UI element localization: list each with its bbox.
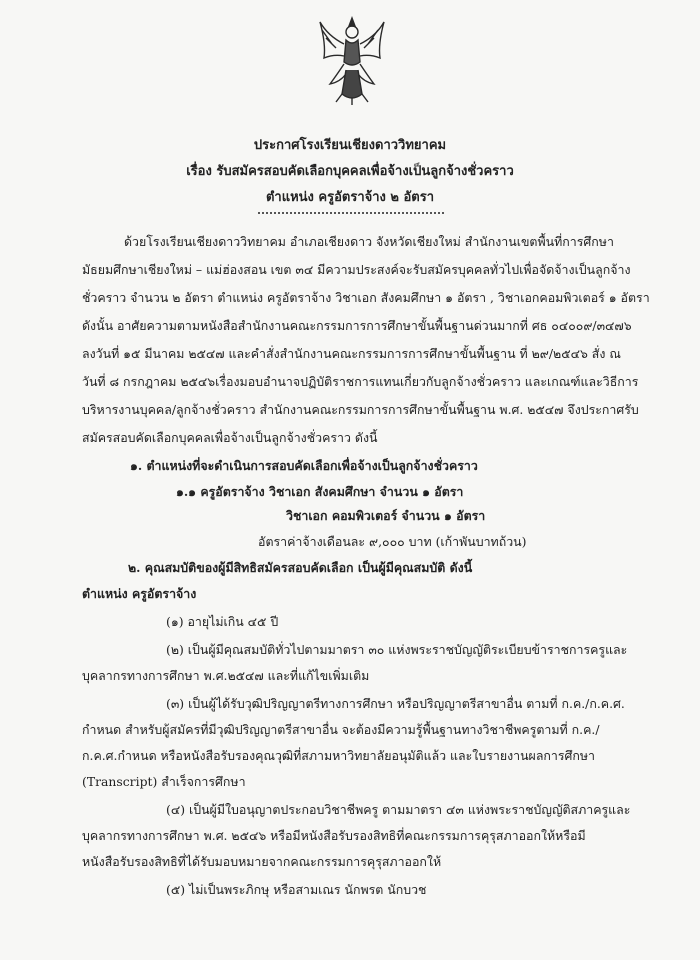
section2-position: ตำแหน่ง ครูอัตราจ้าง <box>82 586 197 601</box>
intro-line: บริหารงานบุคคล/ลูกจ้างชั่วคราว สำนักงานคณะกรรมการการศึกษาขั้นพื้นฐาน พ.ศ. ๒๕๔๗ จึงประกาศรับ <box>82 402 639 417</box>
qualification-4-cont: หนังสือรับรองสิทธิที่ได้รับมอบหมายจากคณะกรรมการคุรุสภาออกให้ <box>82 854 442 869</box>
wage-rate: อัตราค่าจ้างเดือนละ ๙,๐๐๐ บาท (เก้าพันบาทถ้วน) <box>258 534 527 549</box>
intro-line: ชั่วคราว จำนวน ๒ อัตรา ตำแหน่ง ครูอัตราจ้าง วิชาเอก สังคมศึกษา ๑ อัตรา , วิชาเอกคอมพิวเตอร์ ๑ อัตรา <box>82 290 650 305</box>
qualification-1: (๑) อายุไม่เกิน ๔๕ ปี <box>166 614 279 629</box>
intro-line: ลงวันที่ ๑๕ มีนาคม ๒๕๔๗ และคำสั่งสำนักงานคณะกรรมการการศึกษาขั้นพื้นฐาน ที่ ๒๙/๒๕๔๖ สั่ง ณ <box>82 346 621 361</box>
qualification-3: (๓) เป็นผู้ได้รับวุฒิปริญญาตรีทางการศึกษา หรือปริญญาตรีสาขาอื่น ตามที่ ก.ค./ก.ค.ศ. <box>166 696 625 711</box>
qualification-3-cont: ก.ค.ศ.กำหนด หรือหนังสือรับรองคุณวุฒิที่สภามหาวิทยาลัยอนุมัติแล้ว และใบรายงานผลการศึกษา <box>82 748 596 763</box>
qualification-2-cont: บุคลากรทางการศึกษา พ.ศ.๒๕๔๗ และที่แก้ไขเพิ่มเติม <box>82 668 370 683</box>
section2-heading: ๒. คุณสมบัติของผู้มีสิทธิสมัครสอบคัดเลือก เป็นผู้มีคุณสมบัติ ดังนี้ <box>128 560 473 575</box>
intro-line: วันที่ ๘ กรกฎาคม ๒๕๔๖เรื่องมอบอำนาจปฏิบัติราชการแทนเกี่ยวกับลูกจ้างชั่วคราว และเกณฑ์และวิธีการ <box>82 374 639 389</box>
garuda-emblem-icon <box>316 14 388 106</box>
position-row-social-studies: ๑.๑ ครูอัตราจ้าง วิชาเอก สังคมศึกษา จำนวน ๑ อัตรา <box>176 484 464 499</box>
intro-line: ดังนั้น อาศัยความตามหนังสือสำนักงานคณะกรรมการการศึกษาขั้นพื้นฐานด่วนมากที่ ศธ ๐๔๐๐๙/๓๔๗๖ <box>82 318 632 333</box>
divider-dots <box>258 212 444 214</box>
qualification-2: (๒) เป็นผู้มีคุณสมบัติทั่วไปตามมาตรา ๓๐ แห่งพระราชบัญญัติระเบียบข้าราชการครูและ <box>166 642 628 657</box>
position-row-computer: วิชาเอก คอมพิวเตอร์ จำนวน ๑ อัตรา <box>286 508 486 523</box>
announcement-title: ประกาศโรงเรียนเชียงดาววิทยาคม <box>253 138 447 153</box>
announcement-subject: เรื่อง รับสมัครสอบคัดเลือกบุคคลเพื่อจ้างเป็นลูกจ้างชั่วคราว <box>186 164 514 179</box>
announcement-position: ตำแหน่ง ครูอัตราจ้าง ๒ อัตรา <box>265 190 435 205</box>
qualification-5: (๕) ไม่เป็นพระภิกษุ หรือสามเณร นักพรต นักบวช <box>166 882 427 897</box>
intro-line: ด้วยโรงเรียนเชียงดาววิทยาคม อำเภอเชียงดาว จังหวัดเชียงใหม่ สำนักงานเขตพื้นที่การศึกษา <box>124 234 614 249</box>
section1-heading: ๑. ตำแหน่งที่จะดำเนินการสอบคัดเลือกเพื่อจ้างเป็นลูกจ้างชั่วคราว <box>130 458 478 473</box>
qualification-3-cont: (Transcript) สำเร็จการศึกษา <box>82 774 246 789</box>
qualification-3-cont: กำหนด สำหรับผู้สมัครที่มีวุฒิปริญญาตรีสาขาอื่น จะต้องมีความรู้พื้นฐานทางวิชาชีพครูตามที่ ก.ค./ <box>82 722 600 737</box>
qualification-4-cont: บุคลากรทางการศึกษา พ.ศ. ๒๕๔๖ หรือมีหนังสือรับรองสิทธิที่คณะกรรมการคุรุสภาออกให้หรือมี <box>82 828 586 843</box>
intro-line: มัธยมศึกษาเชียงใหม่ – แม่ฮ่องสอน เขต ๓๔ มีความประสงค์จะรับสมัครบุคคลทั่วไปเพื่อจัดจ้างเป็นลูกจ้าง <box>82 262 631 277</box>
intro-line: สมัครสอบคัดเลือกบุคคลเพื่อจ้างเป็นลูกจ้างชั่วคราว ดังนี้ <box>82 430 378 445</box>
qualification-4: (๔) เป็นผู้มีใบอนุญาตประกอบวิชาชีพครู ตามมาตรา ๔๓ แห่งพระราชบัญญัติสภาครูและ <box>166 802 631 817</box>
